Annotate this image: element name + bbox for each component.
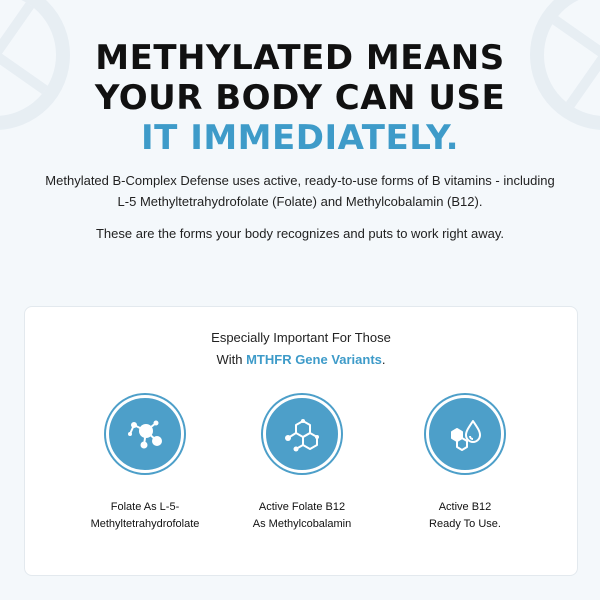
mthfr-highlight: MTHFR Gene Variants (246, 352, 382, 367)
molecule-icon (106, 395, 184, 473)
intro-paragraph: Methylated B-Complex Defense uses active, ready-to-use forms of B vitamins - including L-5 Methyltetrahydrofolate (Folate) and Methylcobalamin (B12). (45, 173, 555, 209)
mthfr-card (24, 306, 578, 576)
headline-line-1: METHYLATED MEANS (95, 38, 505, 78)
feature-label-line-1: Active Folate B12 (258, 501, 346, 513)
feature-label (222, 499, 382, 533)
feature-label-line-1: Folate As L-5- (110, 501, 180, 513)
feature-label-line-2: Ready To Use. (429, 518, 501, 530)
headline (0, 38, 600, 158)
headline-accent: IT IMMEDIATELY. (141, 118, 459, 158)
hexagon-structure-icon (263, 395, 341, 473)
headline-line-2: YOUR BODY CAN USE (94, 78, 506, 118)
feature-active-b12 (385, 395, 545, 533)
feature-folate (65, 395, 225, 533)
card-heading-line-1: Especially Important For Those (211, 330, 391, 345)
feature-label-line-1: Active B12 (438, 501, 492, 513)
feature-label (385, 499, 545, 533)
intro-paragraph-2: These are the forms your body recognizes and puts to work right away. (95, 226, 504, 241)
feature-label-line-2: As Methylcobalamin (252, 518, 352, 530)
feature-label-line-2: Methyltetrahydrofolate (90, 518, 200, 530)
card-heading (25, 327, 577, 371)
feature-active-folate (222, 395, 382, 533)
feature-label (65, 499, 225, 533)
card-heading-prefix: With (216, 352, 247, 367)
hexagon-droplet-icon (426, 395, 504, 473)
card-heading-suffix: . (381, 352, 386, 367)
